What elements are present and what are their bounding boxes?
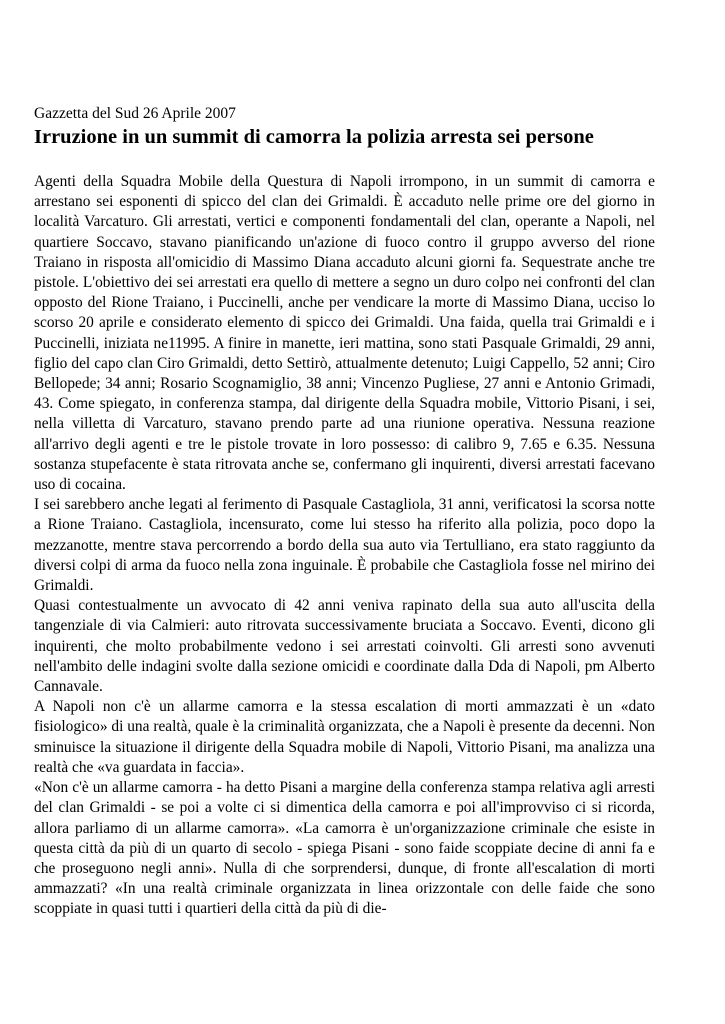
article-source-line: Gazzetta del Sud 26 Aprile 2007 (34, 105, 236, 122)
article-paragraph: Agenti della Squadra Mobile della Questura di Napoli irrompono, in un summit di camorra e arrestano sei esponenti di spicco del clan dei Grimaldi. È accaduto nelle prime ore del giorno in località Varcaturo. Gli arrestati, vertici e componenti fondamentali del clan, operante a Napoli, nel quartiere Soccavo, stavano pianificando un'azione di fuoco contro il gruppo avverso del rione Traiano in risposta all'omicidio di Massimo Diana accaduto alcuni giorni fa. Sequestrate anche tre pistole. L'obiettivo dei sei arrestati era quello di mettere a segno un duro colpo nei confronti del clan opposto del Rione Traiano, i Puccinelli, anche per vendicare la morte di Massimo Diana, ucciso lo scorso 20 aprile e considerato elemento di spicco dei Grimaldi. Una faida, quella trai Grimaldi e i Puccinelli, iniziata ne11995. A finire in manette, ieri mattina, sono stati Pasquale Grimaldi, 29 anni, figlio del capo clan Ciro Grimaldi, detto Settirò, attualmente detenuto; Luigi Cappello, 52 anni; Ciro Bellopede; 34 anni; Rosario Scognamiglio, 38 anni; Vincenzo Pugliese, 27 anni e Antonio Grimadi, 43. Come spiegato, in conferenza stampa, dal dirigente della Squadra mobile, Vittorio Pisani, i sei, nella villetta di Varcaturo, stavano prendo parte ad una riunione operativa. Nessuna reazione all'arrivo degli agenti e tre le pistole trovate in loro possesso: di calibro 9, 7.65 e 6.35. Nessuna sostanza stupefacente è stata ritrovata anche se, confermano gli inquirenti, diversi arrestati facevano uso di cocaina. (34, 173, 655, 494)
article-paragraph: Quasi contestualmente un avvocato di 42 anni veniva rapinato della sua auto all'uscita della tangenziale di via Calmieri: auto ritrovata successivamente bruciata a Soccavo. Eventi, dicono gli inquirenti, che molto probabilmente vedono i sei arrestati coinvolti. Gli arresti sono avvenuti nell'ambito delle indagini svolte dalla sezione omicidi e coordinate dalla Dda di Napoli, pm Alberto Cannavale. (34, 597, 655, 696)
article-paragraph: A Napoli non c'è un allarme camorra e la stessa escalation di morti ammazzati è un «dato fisiologico» di una realtà, quale è la criminalità organizzata, che a Napoli è presente da decenni. Non sminuisce la situazione il dirigente della Squadra mobile di Napoli, Vittorio Pisani, ma analizza una realtà che «va guardata in faccia». (34, 698, 655, 776)
article-paragraph: «Non c'è un allarme camorra - ha detto Pisani a margine della conferenza stampa relativa agli arresti del clan Grimaldi - se poi a volte ci si dimentica della camorra e poi all'improvviso ci si ricorda, allora parliamo di un allarme camorra». «La camorra è un'organizzazione criminale che esiste in questa città da più di un quarto di secolo - spiega Pisani - sono faide scoppiate decine di anni fa e che proseguono negli anni». Nulla di che sorprendersi, dunque, di fronte all'escalation di morti ammazzati? «In una realtà criminale organizzata in linea orizzontale con delle faide che sono scoppiate in quasi tutti i quartieri della città da più di die- (34, 779, 655, 918)
article-paragraph: I sei sarebbero anche legati al ferimento di Pasquale Castagliola, 31 anni, verificatosi la scorsa notte a Rione Traiano. Castagliola, incensurato, come lui stesso ha riferito alla polizia, poco dopo la mezzanotte, mentre stava percorrendo a bordo della sua auto via Tertulliano, era stato raggiunto da diversi colpi di arma da fuoco nella zona inguinale. È probabile che Castagliola fosse nel mirino dei Grimaldi. (34, 496, 655, 595)
article-headline: Irruzione in un summit di camorra la polizia arresta sei persone (34, 126, 594, 148)
article-page (34, 104, 655, 920)
article-body (34, 172, 655, 920)
